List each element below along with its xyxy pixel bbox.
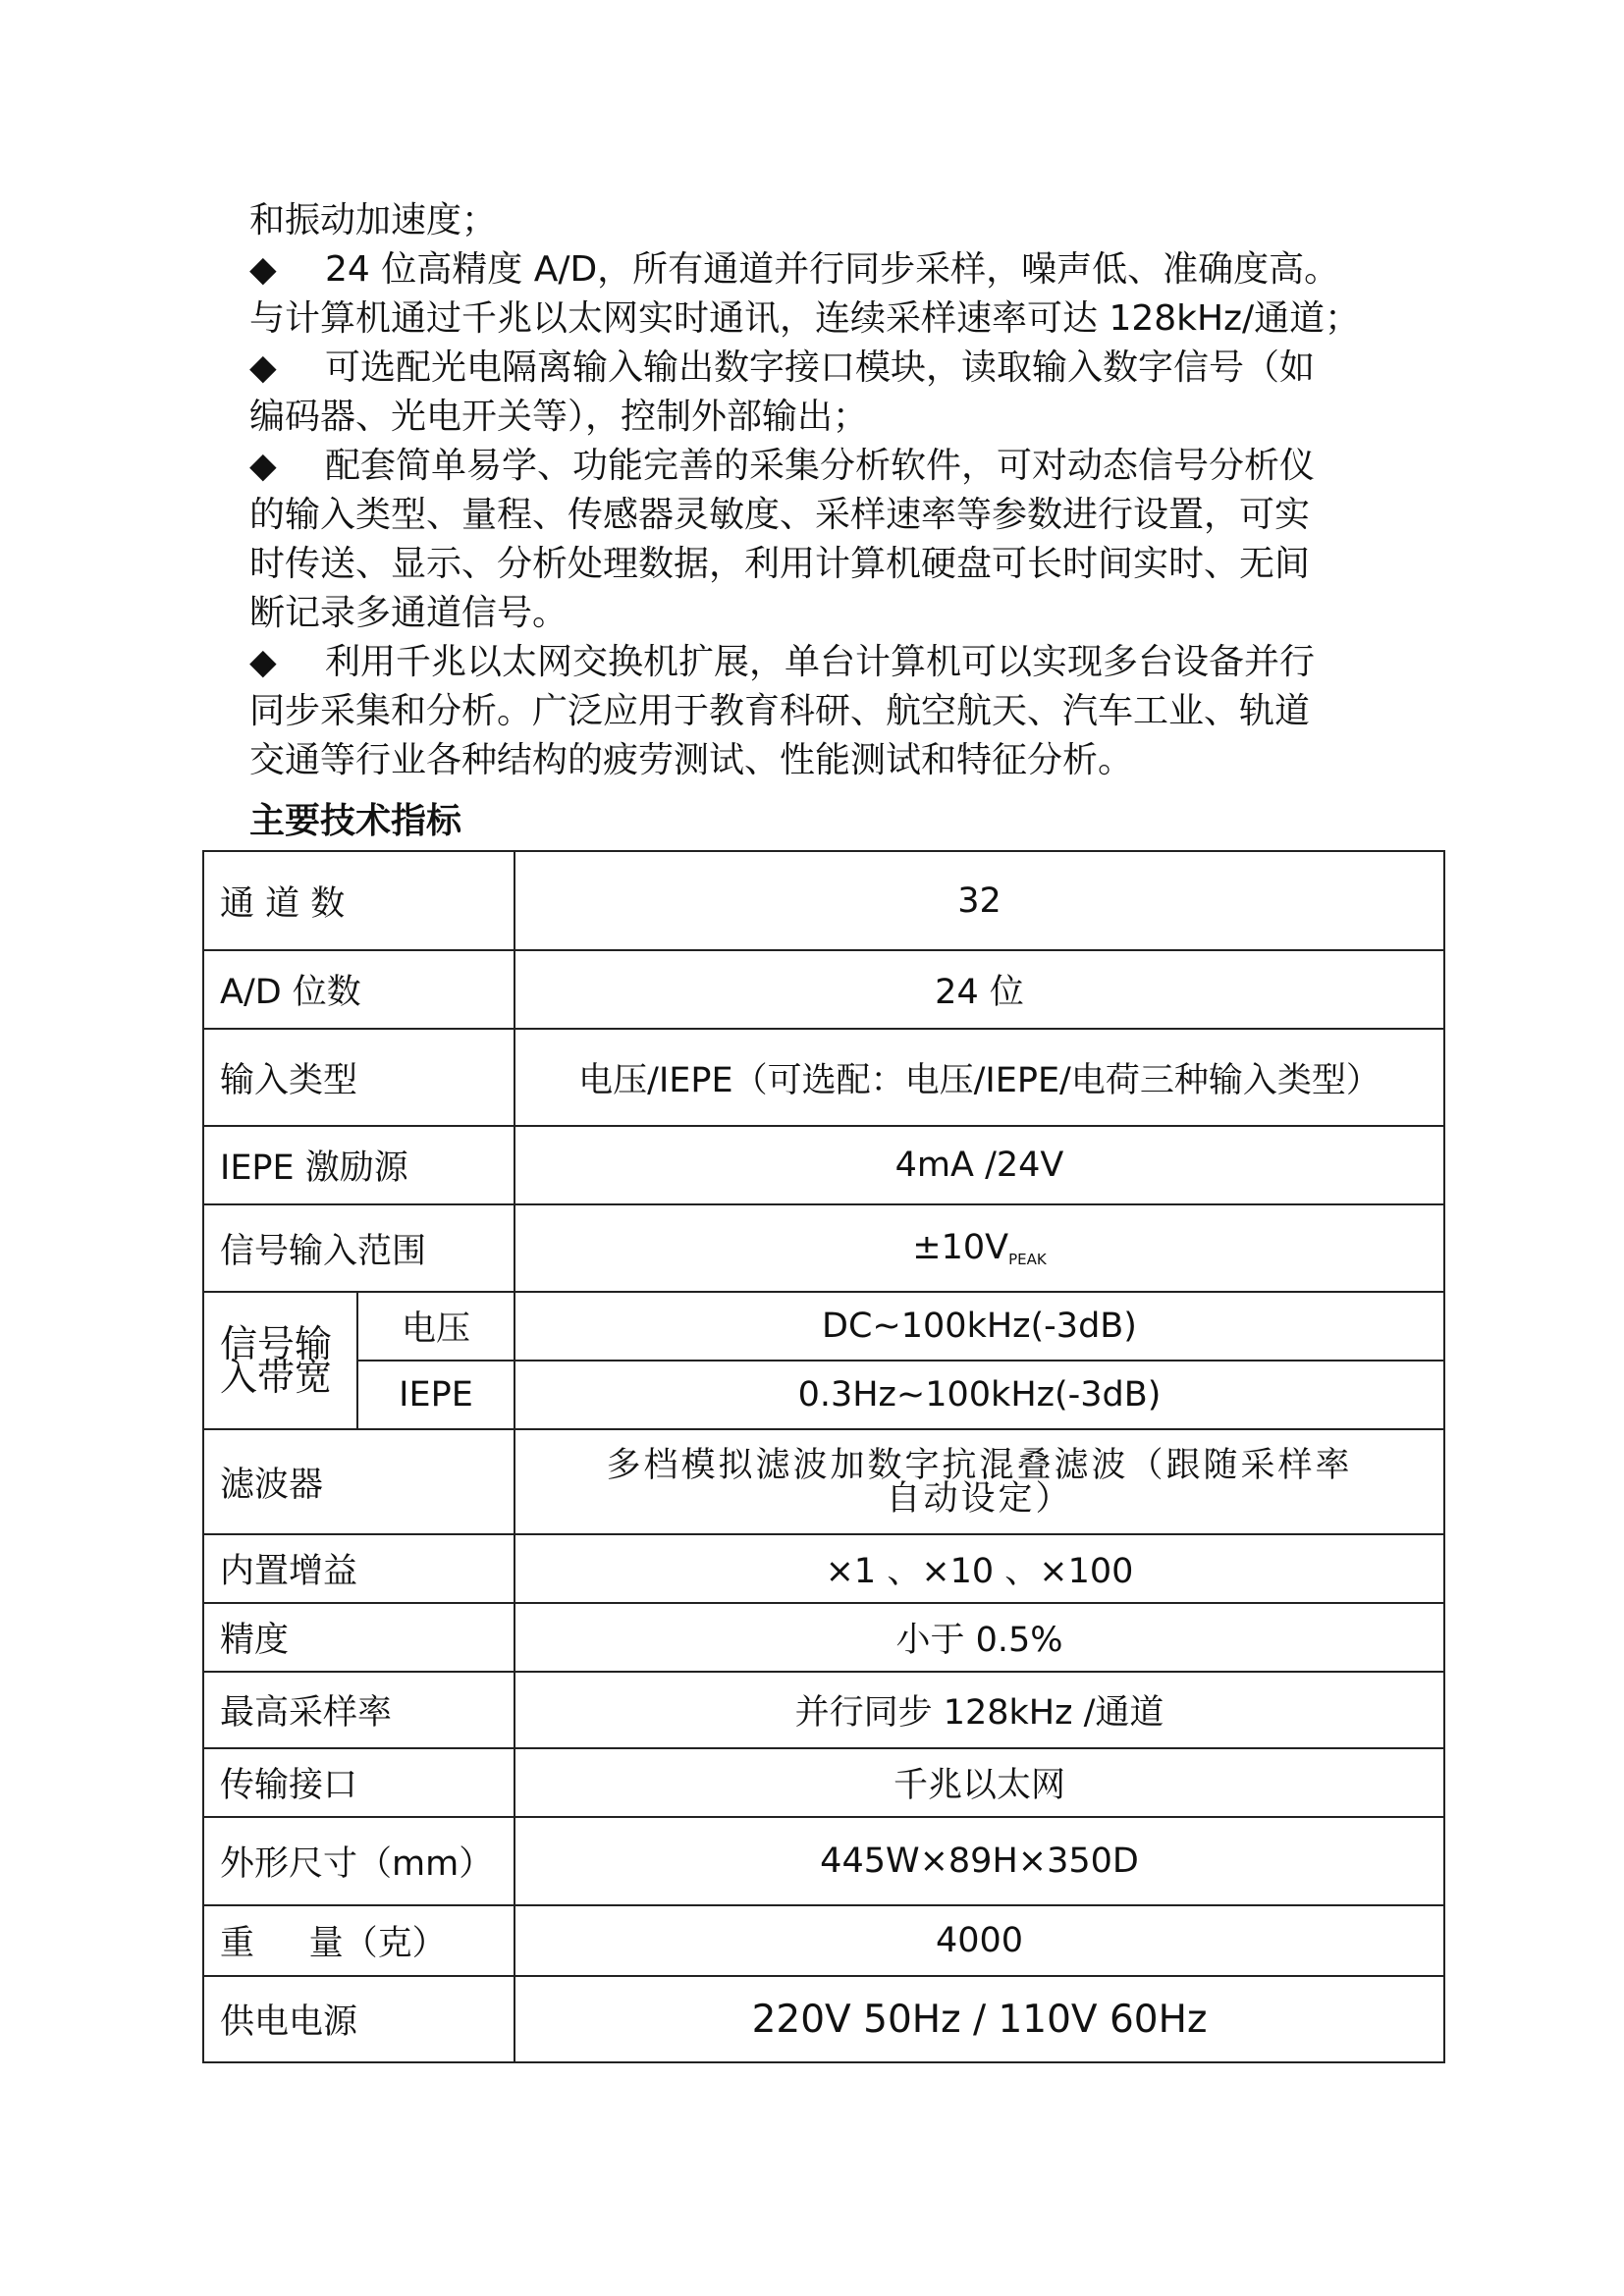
table-row [203, 851, 1444, 950]
spec-label: 外形尺寸（mm） [203, 1817, 514, 1905]
table-row [203, 1029, 1444, 1126]
table-row [203, 1976, 1444, 2062]
spec-label: 输入类型 [203, 1029, 514, 1126]
spec-label: 内置增益 [203, 1534, 514, 1603]
spec-table [202, 850, 1445, 2063]
spec-label: 精度 [203, 1603, 514, 1672]
table-row [203, 1817, 1444, 1905]
spec-value [514, 1204, 1444, 1292]
table-row [203, 1126, 1444, 1204]
table-row [203, 1672, 1444, 1748]
spec-value [514, 1429, 1444, 1534]
bullet-line [249, 344, 1408, 393]
diamond-bullet-icon: ◆ [249, 249, 277, 290]
table-row [203, 1292, 1444, 1361]
table-row [203, 1361, 1444, 1429]
table-row [203, 1905, 1444, 1976]
range-value: ±10V [912, 1228, 1009, 1267]
paragraph-line: 利用千兆以太网交换机扩展，单台计算机可以实现多台设备并行 [325, 642, 1316, 682]
diamond-bullet-icon: ◆ [249, 347, 277, 388]
spec-value: 220V 50Hz / 110V 60Hz [514, 1976, 1444, 2062]
bullet-line [249, 442, 1408, 491]
bandwidth-label-line: 入带宽 [220, 1356, 333, 1399]
spec-label: 通 道 数 [203, 851, 514, 950]
spec-label: 滤波器 [203, 1429, 514, 1534]
table-row [203, 1748, 1444, 1817]
paragraph-line: 时传送、显示、分析处理数据，利用计算机硬盘可长时间实时、无间 [249, 544, 1311, 584]
filter-value-line: 多档模拟滤波加数字抗混叠滤波（跟随采样率 [606, 1445, 1353, 1485]
paragraph-line: 编码器、光电开关等），控制外部输出； [249, 397, 869, 437]
spec-value: 电压/IEPE（可选配：电压/IEPE/电荷三种输入类型） [514, 1029, 1444, 1126]
paragraph-line: 配套简单易学、功能完善的采集分析软件，可对动态信号分析仪 [325, 446, 1316, 486]
diamond-bullet-icon: ◆ [249, 642, 277, 682]
spec-value: 4mA /24V [514, 1126, 1444, 1204]
table-row [203, 1429, 1444, 1534]
paragraph-line: 的输入类型、量程、传感器灵敏度、采样速率等参数进行设置，可实 [249, 495, 1311, 535]
spec-value: 445W×89H×350D [514, 1817, 1444, 1905]
paragraph-line: 与计算机通过千兆以太网实时通讯，连续采样速率可达 128kHz/通道； [249, 298, 1361, 339]
table-row [203, 1204, 1444, 1292]
spec-label: 信号输入范围 [203, 1204, 514, 1292]
spec-label: IEPE 激励源 [203, 1126, 514, 1204]
spec-label: 重 量（克） [203, 1905, 514, 1976]
spec-value: 24 位 [514, 950, 1444, 1029]
paragraph-line: 24 位高精度 A/D，所有通道并行同步采样，噪声低、准确度高。 [325, 249, 1340, 290]
spec-sub-label: IEPE [357, 1361, 514, 1429]
paragraph-line: 断记录多通道信号。 [249, 593, 568, 633]
spec-value: 千兆以太网 [514, 1748, 1444, 1817]
spec-label: 传输接口 [203, 1748, 514, 1817]
spec-sub-label: 电压 [357, 1292, 514, 1361]
spec-label: A/D 位数 [203, 950, 514, 1029]
diamond-bullet-icon: ◆ [249, 446, 277, 486]
spec-value: DC~100kHz(-3dB) [514, 1292, 1444, 1361]
table-row [203, 1534, 1444, 1603]
spec-value: ×1 、×10 、×100 [514, 1534, 1444, 1603]
filter-value-line: 自动设定） [886, 1478, 1073, 1519]
spec-value: 0.3Hz~100kHz(-3dB) [514, 1361, 1444, 1429]
bandwidth-label [203, 1292, 357, 1429]
intro-text [249, 196, 1408, 785]
spec-value: 小于 0.5% [514, 1603, 1444, 1672]
paragraph-line: 同步采集和分析。广泛应用于教育科研、航空航天、汽车工业、轨道 [249, 691, 1311, 731]
spec-value: 4000 [514, 1905, 1444, 1976]
spec-label: 最高采样率 [203, 1672, 514, 1748]
bandwidth-label-line: 信号输 [220, 1322, 333, 1365]
spec-value: 32 [514, 851, 1444, 950]
spec-label: 供电电源 [203, 1976, 514, 2062]
paragraph-line: 交通等行业各种结构的疲劳测试、性能测试和特征分析。 [249, 740, 1134, 780]
section-heading: 主要技术指标 [249, 801, 462, 841]
paragraph-line: 和振动加速度； [249, 200, 498, 240]
table-row [203, 1603, 1444, 1672]
paragraph-line: 可选配光电隔离输入输出数字接口模块，读取输入数字信号（如 [325, 347, 1316, 388]
table-row [203, 950, 1444, 1029]
bullet-line [249, 245, 1408, 294]
spec-value: 并行同步 128kHz /通道 [514, 1672, 1444, 1748]
range-subscript: PEAK [1008, 1251, 1047, 1268]
bullet-line [249, 638, 1408, 687]
